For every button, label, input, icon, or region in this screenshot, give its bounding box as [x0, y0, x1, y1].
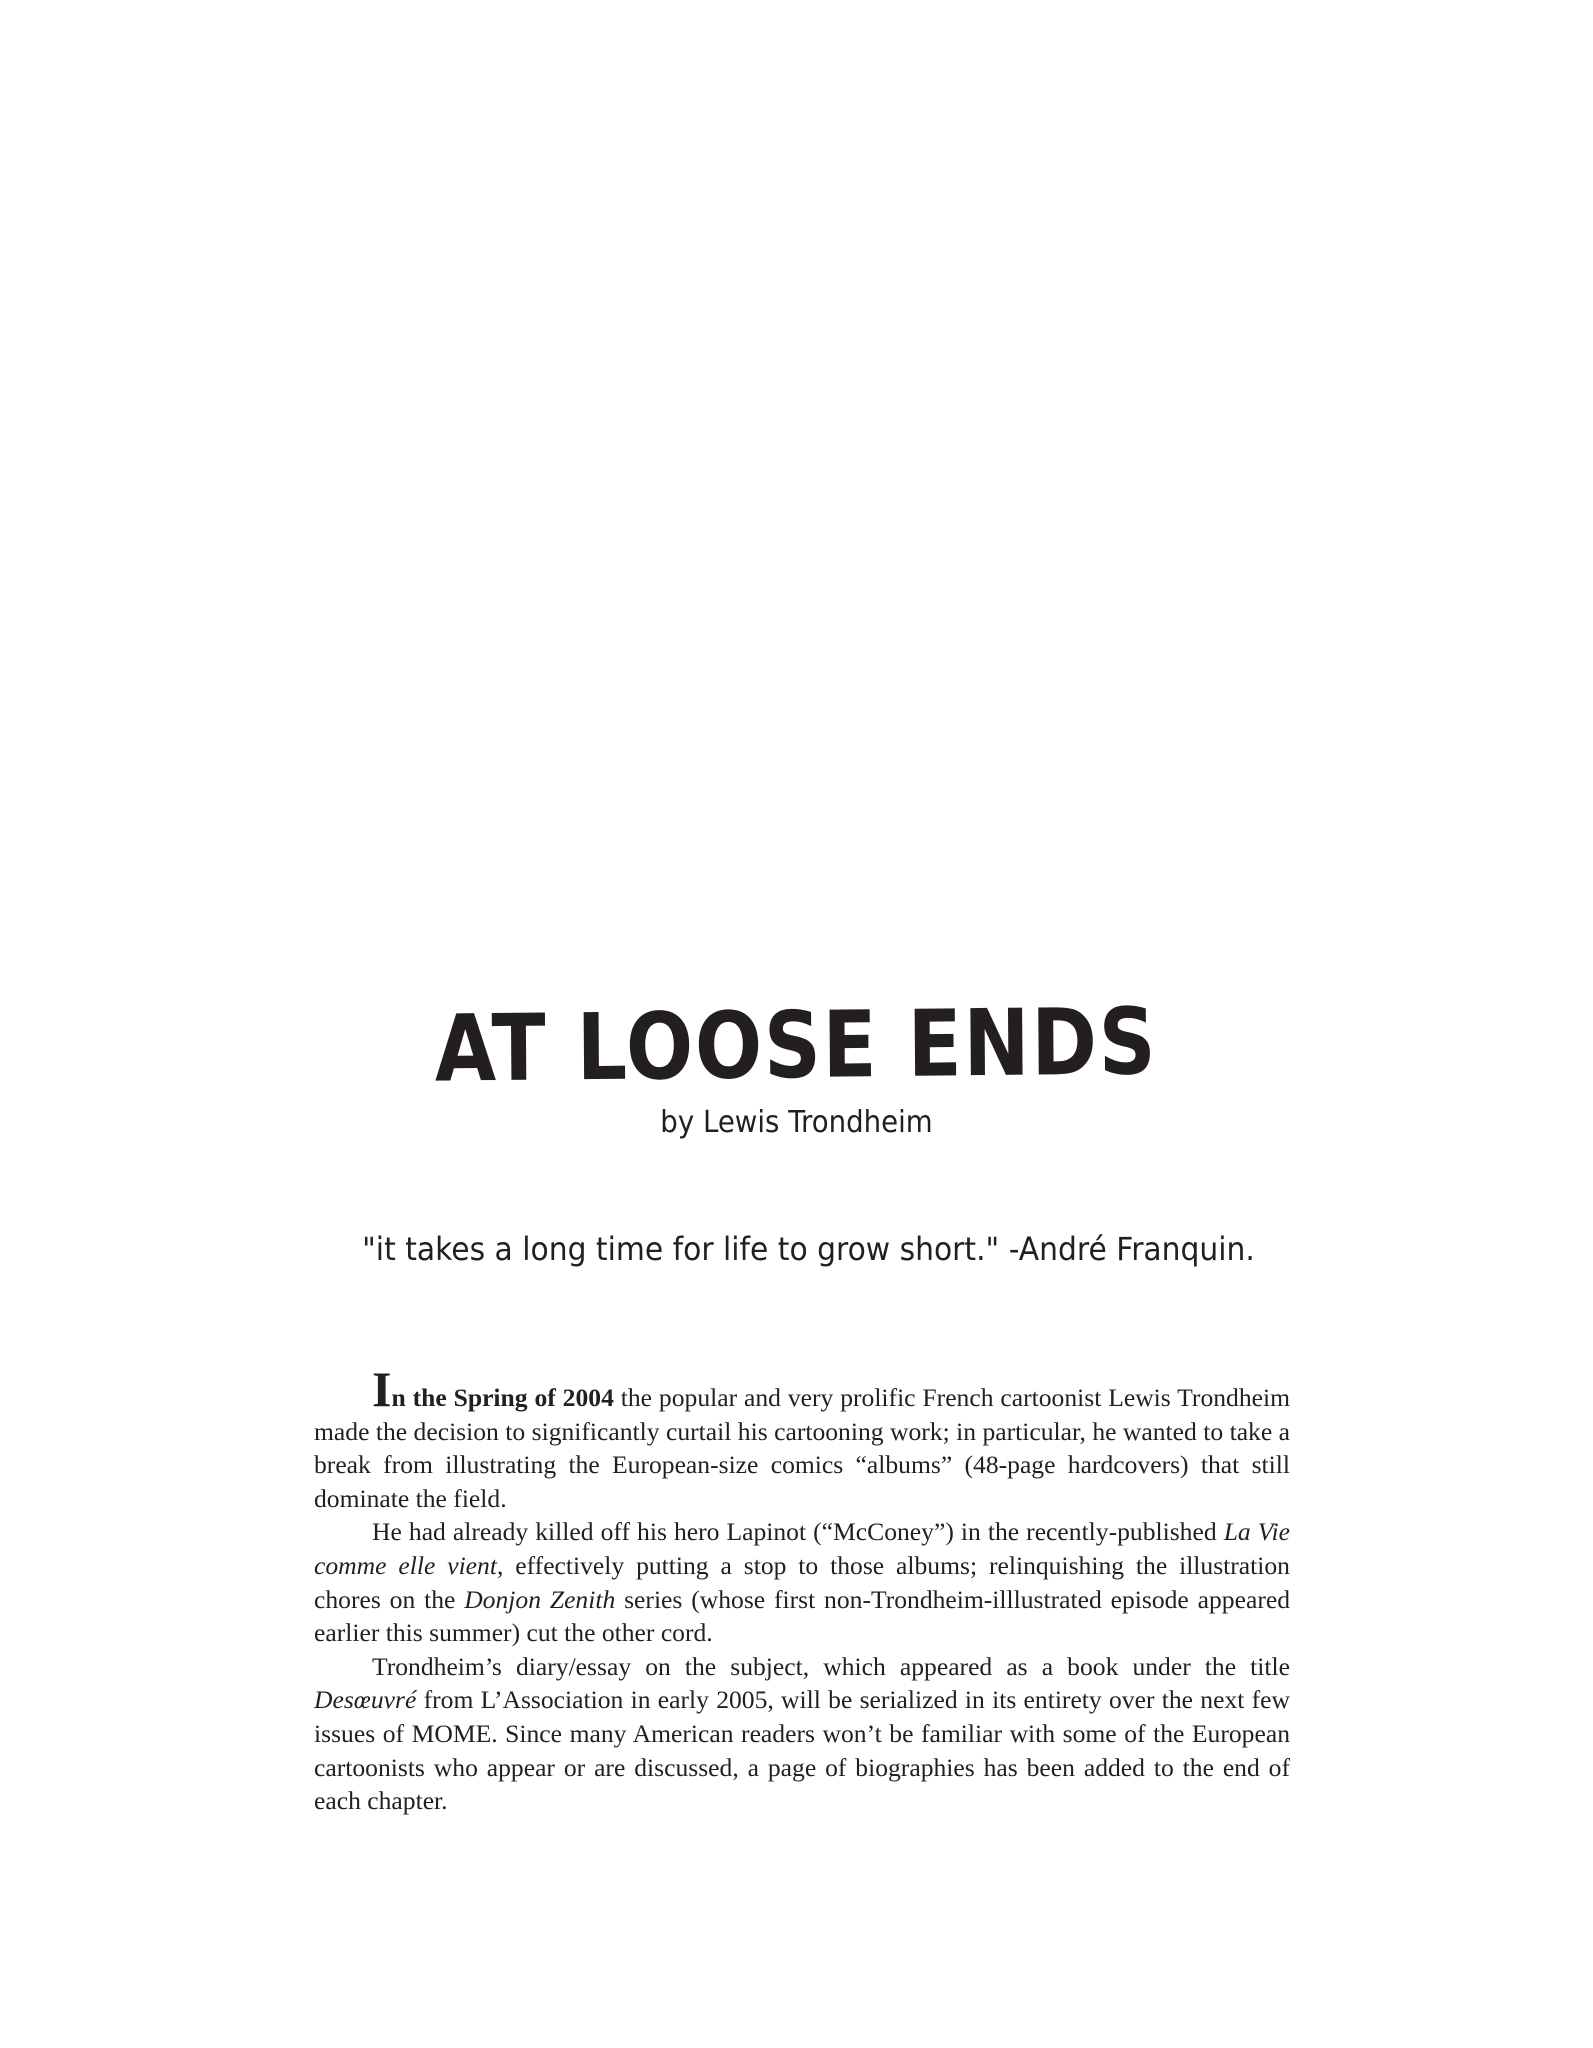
paragraph-3	[314, 1650, 1290, 1818]
epigraph: "it takes a long time for life to grow short." -André Franquin.	[362, 1230, 1255, 1268]
paragraph-1	[314, 1361, 1291, 1515]
article-body	[314, 1361, 1291, 1818]
page-title: AT LOOSE ENDS	[434, 988, 1159, 1103]
paragraph-3-text-a: Trondheim’s diary/essay on the subject, which appeared as a book under the title	[372, 1651, 1290, 1681]
title-block	[0, 988, 1593, 1140]
book-title-la-vie: La Vie comme elle vient	[314, 1517, 1290, 1580]
series-title-donjon: Donjon Zenith	[464, 1584, 616, 1614]
paragraph-2-text-c: series (whose first non-Trondheim-illlustrated episode appeared earlier this summer) cut the other cord.	[314, 1584, 1290, 1648]
paragraph-2-text-a: He had already killed off his hero Lapinot (“McConey”) in the recently-published	[372, 1517, 1224, 1547]
paragraph-3-text-b: from L’Association in early 2005, will be serialized in its entirety over the next few issues of MOME. Since many American readers won’t be familiar with some of the European cartoonists who appear or are discussed, a page of biographies has been added to the end of each chapter.	[314, 1685, 1290, 1816]
lead-in: n the Spring of 2004	[391, 1383, 614, 1412]
paragraph-2-text-b: , effectively putting a stop to those albums; relinquishing the illustration chores on the	[314, 1550, 1290, 1614]
paragraph-2	[314, 1515, 1290, 1649]
byline: by Lewis Trondheim	[660, 1105, 933, 1140]
paragraph-1-text: the popular and very prolific French cartoonist Lewis Trondheim made the decision to significantly curtail his cartooning work; in particular, he wanted to take a break from illustrating the European-size comics “albums” (48-page hardcovers) that still dominate the field.	[314, 1383, 1291, 1513]
book-title-desoeuvre: Desœuvré	[314, 1685, 417, 1715]
drop-cap: I	[372, 1361, 392, 1417]
